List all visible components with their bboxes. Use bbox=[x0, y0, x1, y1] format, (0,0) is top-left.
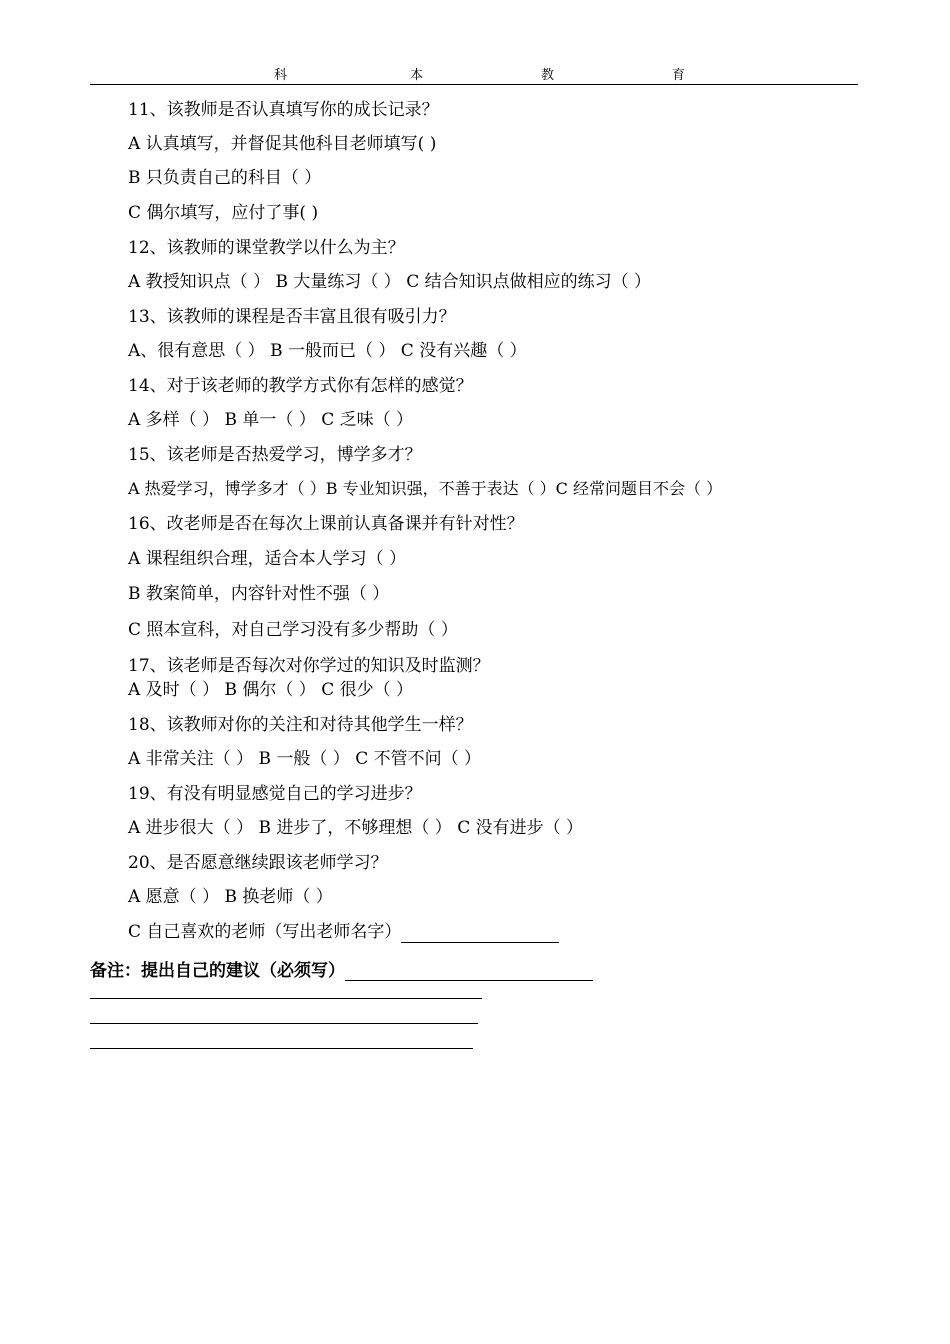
question-16: 16、改老师是否在每次上课前认真备课并有针对性？ bbox=[128, 514, 524, 534]
header-char: 教 bbox=[541, 68, 555, 83]
question-19: 19、有没有明显感觉自己的学习进步？ bbox=[128, 784, 422, 804]
option-line: A 多样（ ） B 单一（ ） C 乏味（ ） bbox=[128, 410, 414, 430]
option-line: A 热爱学习，博学多才（ ）B 专业知识强，不善于表达（ ）C 经常问题目不会（ ） bbox=[128, 479, 723, 498]
remarks-blank[interactable] bbox=[345, 962, 593, 981]
option-line: A 认真填写，并督促其他科目老师填写( ) bbox=[128, 134, 437, 154]
option-line: A 教授知识点（ ） B 大量练习（ ） C 结合知识点做相应的练习（ ） bbox=[128, 272, 652, 292]
question-11: 11、该教师是否认真填写你的成长记录？ bbox=[128, 100, 439, 120]
answer-line[interactable] bbox=[90, 1048, 473, 1049]
remarks-line bbox=[90, 956, 593, 981]
answer-line[interactable] bbox=[90, 1023, 478, 1024]
page-header bbox=[90, 64, 858, 85]
option-line: A 非常关注（ ） B 一般（ ） C 不管不问（ ） bbox=[128, 749, 482, 769]
option-line: A、很有意思（ ） B 一般而已（ ） C 没有兴趣（ ） bbox=[128, 341, 527, 361]
question-17: 17、该老师是否每次对你学过的知识及时监测？ bbox=[128, 656, 490, 676]
question-14: 14、对于该老师的教学方式你有怎样的感觉？ bbox=[128, 376, 473, 396]
option-line: A 及时（ ） B 偶尔（ ） C 很少（ ） bbox=[128, 680, 414, 700]
question-20: 20、是否愿意继续跟该老师学习？ bbox=[128, 853, 388, 873]
option-line: A 愿意（ ） B 换老师（ ） bbox=[128, 887, 333, 907]
header-char: 育 bbox=[672, 68, 686, 83]
question-13: 13、该教师的课程是否丰富且很有吸引力？ bbox=[128, 307, 456, 327]
answer-line[interactable] bbox=[90, 998, 482, 999]
option-line-teacher-name bbox=[128, 921, 559, 943]
teacher-name-blank[interactable] bbox=[401, 924, 559, 943]
option-line: B 教案简单，内容针对性不强（ ） bbox=[128, 584, 390, 604]
question-15: 15、该老师是否热爱学习，博学多才？ bbox=[128, 445, 422, 465]
option-line: C 照本宣科，对自己学习没有多少帮助（ ） bbox=[128, 620, 458, 640]
header-char: 科 bbox=[274, 68, 288, 83]
teacher-name-label: C 自己喜欢的老师（写出老师名字） bbox=[128, 922, 402, 942]
remarks-label: 备注：提出自己的建议（必须写） bbox=[90, 961, 345, 981]
option-line: B 只负责自己的科目（ ） bbox=[128, 168, 322, 188]
option-line: A 课程组织合理，适合本人学习（ ） bbox=[128, 549, 407, 569]
question-12: 12、该教师的课堂教学以什么为主？ bbox=[128, 238, 405, 258]
option-line: A 进步很大（ ） B 进步了，不够理想（ ） C 没有进步（ ） bbox=[128, 818, 584, 838]
question-18: 18、该教师对你的关注和对待其他学生一样？ bbox=[128, 715, 473, 735]
option-line: C 偶尔填写，应付了事( ) bbox=[128, 203, 319, 223]
header-char: 本 bbox=[410, 68, 424, 83]
